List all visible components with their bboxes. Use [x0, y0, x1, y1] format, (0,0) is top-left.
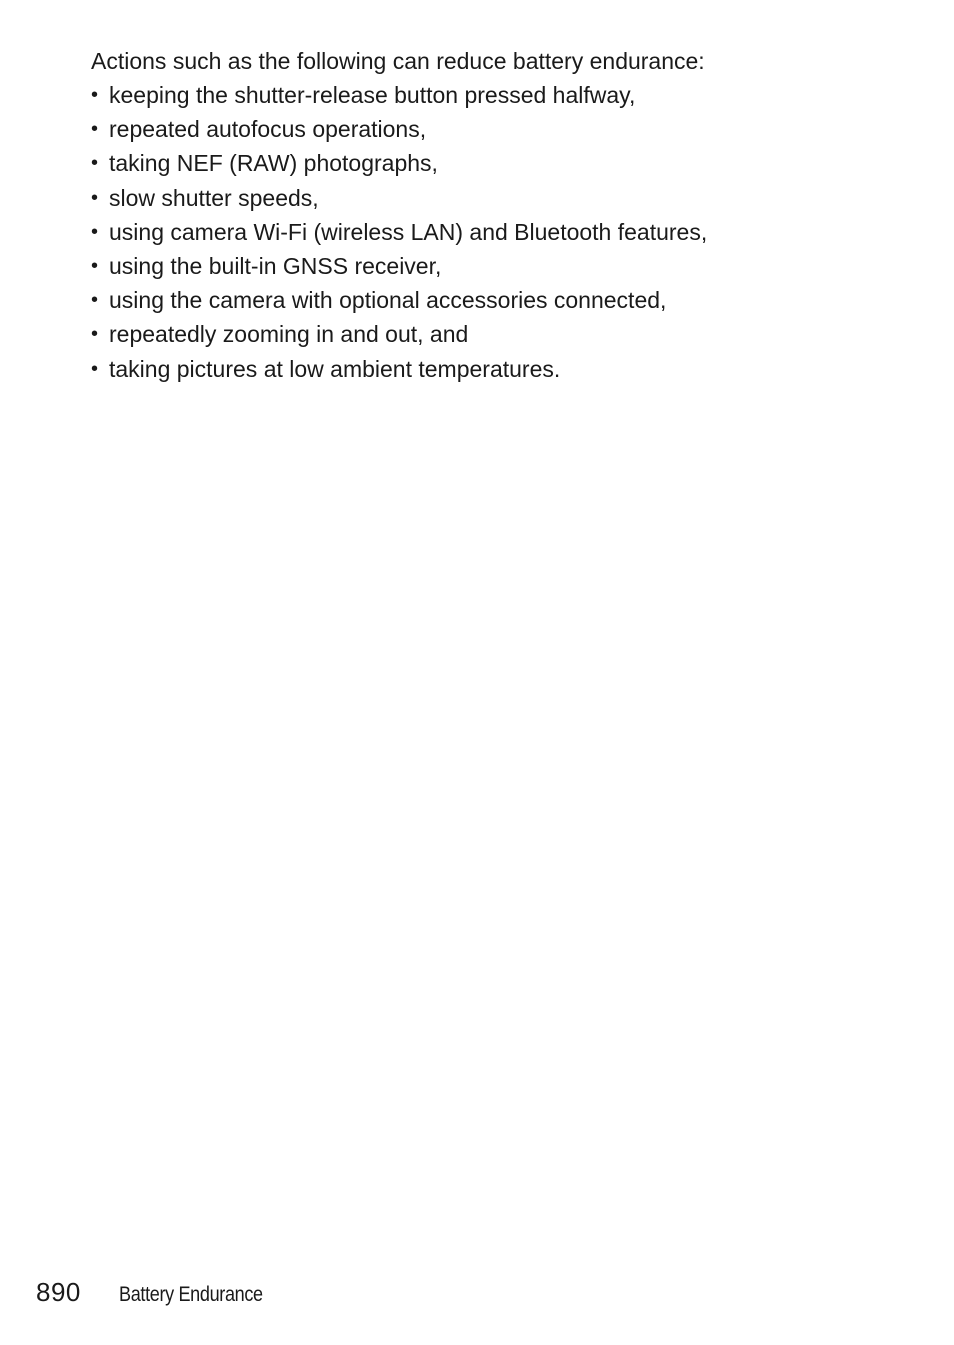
bullet-icon: •	[91, 186, 99, 209]
bullet-icon: •	[91, 357, 99, 380]
page-number: 890	[36, 1277, 81, 1307]
bullet-list	[91, 78, 871, 386]
section-title: Battery Endurance	[118, 1283, 263, 1306]
page-footer	[36, 1277, 286, 1308]
main-content	[91, 44, 871, 386]
list-item	[91, 181, 871, 215]
bullet-icon: •	[91, 152, 99, 175]
list-item	[91, 112, 871, 146]
list-item-text: keeping the shutter-release button pressed halfway,	[109, 82, 636, 108]
list-item	[91, 146, 871, 180]
list-item-text: using the camera with optional accessories connected,	[109, 287, 667, 314]
list-item	[91, 317, 871, 351]
bullet-icon: •	[91, 118, 99, 141]
list-item-text: using the built-in GNSS receiver,	[109, 253, 442, 280]
list-item-text: repeatedly zooming in and out, and	[109, 321, 469, 348]
intro-paragraph: Actions such as the following can reduce battery endurance:	[91, 48, 705, 74]
list-item-text: taking pictures at low ambient temperatures.	[109, 355, 561, 382]
list-item	[91, 352, 871, 386]
list-item	[91, 215, 871, 249]
list-item	[91, 249, 871, 283]
list-item-text: slow shutter speeds,	[109, 184, 319, 211]
list-item-text: using camera Wi-Fi (wireless LAN) and Bluetooth features,	[109, 218, 708, 245]
bullet-icon: •	[91, 255, 99, 278]
list-item	[91, 78, 871, 112]
list-item-text: taking NEF (RAW) photographs,	[109, 150, 438, 177]
list-item	[91, 283, 871, 317]
bullet-icon: •	[91, 323, 99, 346]
bullet-icon: •	[91, 289, 99, 312]
list-item-text: repeated autofocus operations,	[109, 116, 427, 143]
bullet-icon: •	[91, 84, 99, 106]
bullet-icon: •	[91, 220, 99, 243]
